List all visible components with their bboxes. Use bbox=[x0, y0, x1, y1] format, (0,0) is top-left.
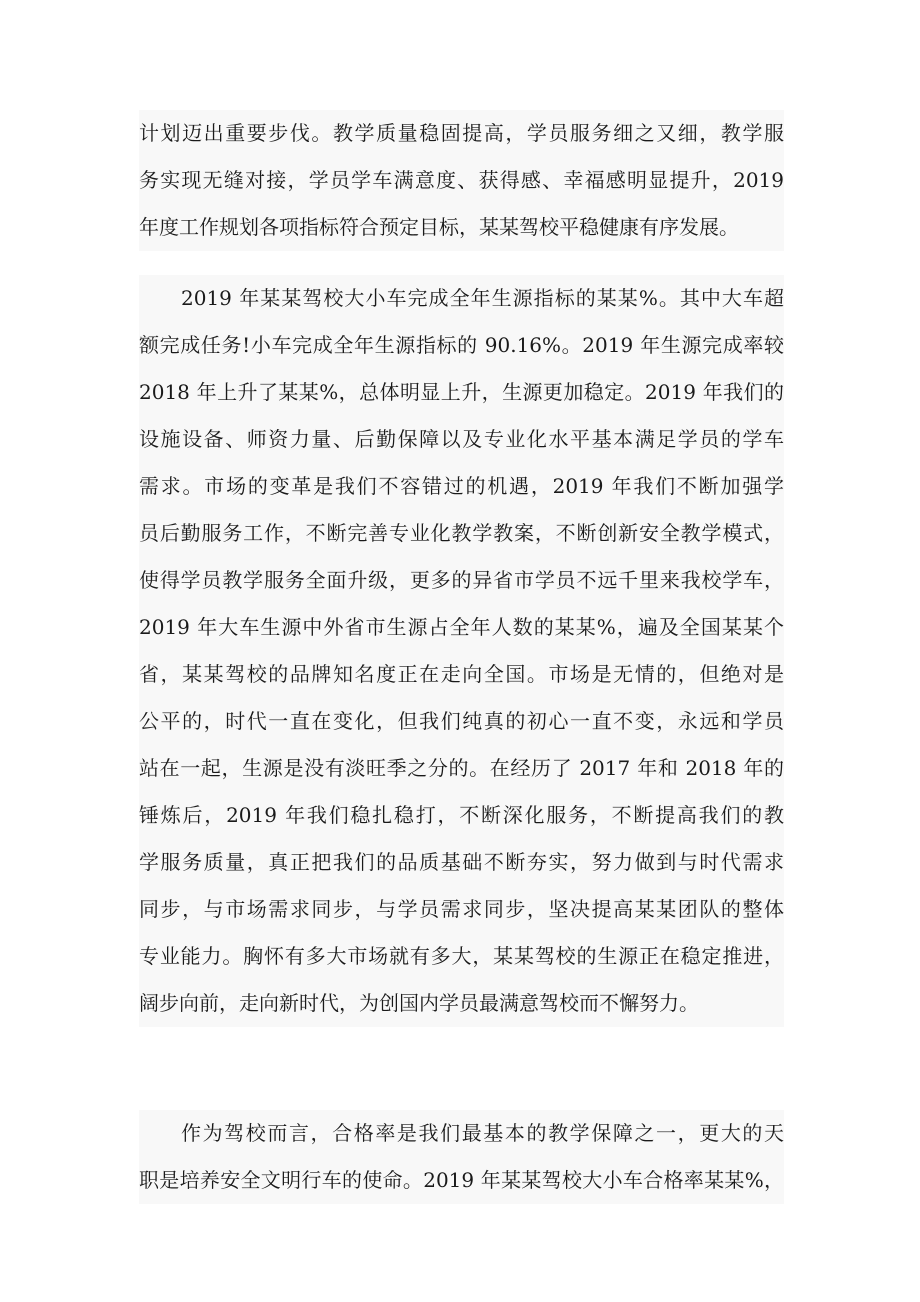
paragraph-line: 职是培养安全文明行车的使命。2019 年某某驾校大小车合格率某某%， bbox=[139, 1168, 784, 1192]
paragraph-line: 阔步向前，走向新时代，为创国内学员最满意驾校而不懈努力。 bbox=[139, 991, 699, 1015]
paragraph-line: 员后勤服务工作，不断完善专业化教学教案，不断创新安全教学模式， bbox=[139, 521, 784, 545]
paragraph-3 bbox=[139, 1110, 784, 1204]
paragraph-line: 年度工作规划各项指标符合预定目标，某某驾校平稳健康有序发展。 bbox=[139, 215, 739, 239]
paragraph-line: 计划迈出重要步伐。教学质量稳固提高，学员服务细之又细，教学服 bbox=[139, 121, 784, 145]
paragraph-line: 额完成任务!小车完成全年生源指标的 90.16%。2019 年生源完成率较 bbox=[139, 333, 784, 357]
paragraph-line: 2018 年上升了某某%，总体明显上升，生源更加稳定。2019 年我们的 bbox=[139, 380, 784, 404]
paragraph-line: 省，某某驾校的品牌知名度正在走向全国。市场是无情的，但绝对是 bbox=[139, 662, 784, 686]
paragraph-2 bbox=[139, 275, 784, 1027]
paragraph-line: 作为驾校而言，合格率是我们最基本的教学保障之一，更大的天 bbox=[181, 1121, 784, 1145]
paragraph-line: 设施设备、师资力量、后勤保障以及专业化水平基本满足学员的学车 bbox=[139, 427, 784, 451]
paragraph-line: 需求。市场的变革是我们不容错过的机遇，2019 年我们不断加强学 bbox=[139, 474, 784, 498]
paragraph-line: 使得学员教学服务全面升级，更多的异省市学员不远千里来我校学车， bbox=[139, 568, 784, 592]
paragraph-line: 公平的，时代一直在变化，但我们纯真的初心一直不变，永远和学员 bbox=[139, 709, 784, 733]
paragraph-line: 2019 年某某驾校大小车完成全年生源指标的某某%。其中大车超 bbox=[181, 286, 784, 310]
paragraph-line: 2019 年大车生源中外省市生源占全年人数的某某%，遍及全国某某个 bbox=[139, 615, 784, 639]
paragraph-line: 站在一起，生源是没有淡旺季之分的。在经历了 2017 年和 2018 年的 bbox=[139, 756, 784, 780]
paragraph-line: 学服务质量，真正把我们的品质基础不断夯实，努力做到与时代需求 bbox=[139, 850, 784, 874]
paragraph-line: 务实现无缝对接，学员学车满意度、获得感、幸福感明显提升，2019 bbox=[139, 168, 784, 192]
paragraph-1 bbox=[139, 110, 784, 251]
paragraph-line: 专业能力。胸怀有多大市场就有多大，某某驾校的生源正在稳定推进， bbox=[139, 944, 784, 968]
paragraph-line: 同步，与市场需求同步，与学员需求同步，坚决提高某某团队的整体 bbox=[139, 897, 784, 921]
paragraph-line: 锤炼后，2019 年我们稳扎稳打，不断深化服务，不断提高我们的教 bbox=[139, 803, 784, 827]
